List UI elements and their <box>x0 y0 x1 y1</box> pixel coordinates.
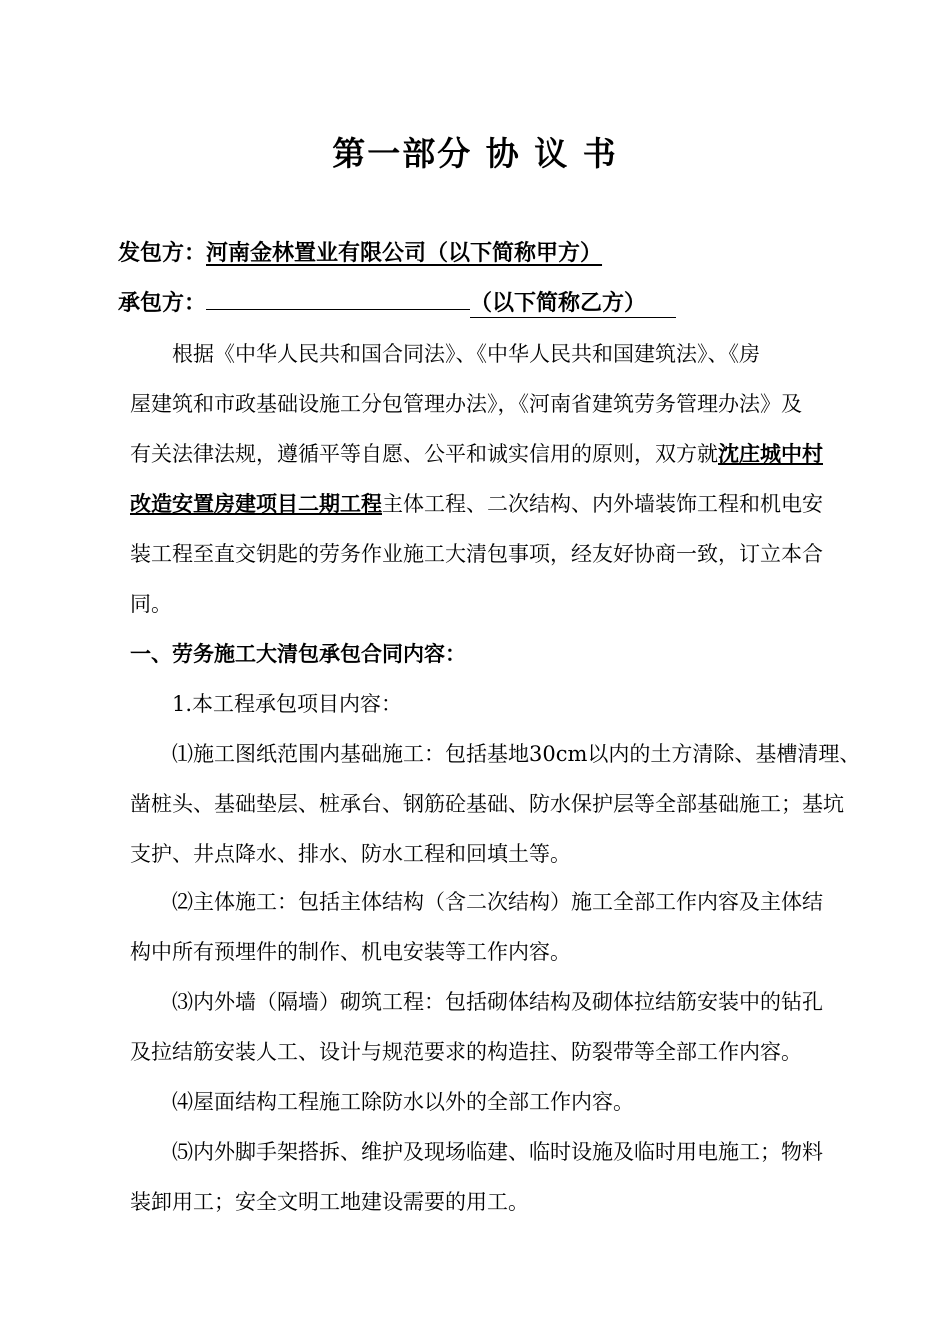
document-title: 第一部分 协 议 书 <box>332 134 618 173</box>
item-3-line-1: ⑶内外墙（隔墙）砌筑工程：包括砌体结构及砌体拉结筋安装中的钻孔 <box>172 990 823 1014</box>
item-5-line-1: ⑸内外脚手架搭拆、维护及现场临建、临时设施及临时用电施工；物料 <box>172 1140 823 1164</box>
item-4-line-1: ⑷屋面结构工程施工除防水以外的全部工作内容。 <box>172 1090 634 1114</box>
section-1-sub-1: 1.本工程承包项目内容： <box>172 692 403 716</box>
intro-line-5: 装工程至直交钥匙的劳务作业施工大清包事项，经友好协商一致，订立本合 <box>130 542 823 566</box>
intro-line-1: 根据《中华人民共和国合同法》、《中华人民共和国建筑法》、《房 <box>172 342 760 366</box>
item-1-line-1: ⑴施工图纸范围内基础施工：包括基地30cm以内的土方清除、基槽清理、 <box>172 742 861 766</box>
item-2-line-2: 构中所有预埋件的制作、机电安装等工作内容。 <box>130 940 571 964</box>
item-2-line-1: ⑵主体施工：包括主体结构（含二次结构）施工全部工作内容及主体结 <box>172 890 823 914</box>
contractor-suffix: （以下简称乙方） <box>470 286 676 318</box>
item-3-line-2: 及拉结筋安装人工、设计与规范要求的构造拄、防裂带等全部工作内容。 <box>130 1040 802 1064</box>
employer-line <box>118 236 602 267</box>
intro-line-6: 同。 <box>130 592 172 616</box>
section-1-heading: 一、劳务施工大清包承包合同内容： <box>130 642 466 666</box>
intro-line-2: 屋建筑和市政基础设施工分包管理办法》，《河南省建筑劳务管理办法》及 <box>130 392 802 416</box>
intro-line-4-text: 主体工程、二次结构、内外墙装饰工程和机电安 <box>382 492 823 516</box>
item-1-line-2: 凿桩头、基础垫层、桩承台、钢筋砼基础、防水保护层等全部基础施工；基坑 <box>130 792 844 816</box>
project-name-part1: 沈庄城中村 <box>718 442 823 466</box>
contractor-line <box>118 286 676 318</box>
employer-name: 河南金林置业有限公司（以下简称甲方） <box>206 241 603 266</box>
item-5-line-2: 装卸用工；安全文明工地建设需要的用工。 <box>130 1190 529 1214</box>
intro-line-3 <box>130 438 823 468</box>
intro-line-4 <box>130 488 823 518</box>
item-1-line-3: 支护、井点降水、排水、防水工程和回填土等。 <box>130 842 571 866</box>
intro-line-3-text: 有关法律法规，遵循平等自愿、公平和诚实信用的原则，双方就 <box>130 442 718 466</box>
contractor-label: 承包方： <box>118 291 207 316</box>
project-name-part2: 改造安置房建项目二期工程 <box>130 492 382 516</box>
contractor-name-blank <box>206 289 470 310</box>
employer-label: 发包方： <box>118 241 207 266</box>
